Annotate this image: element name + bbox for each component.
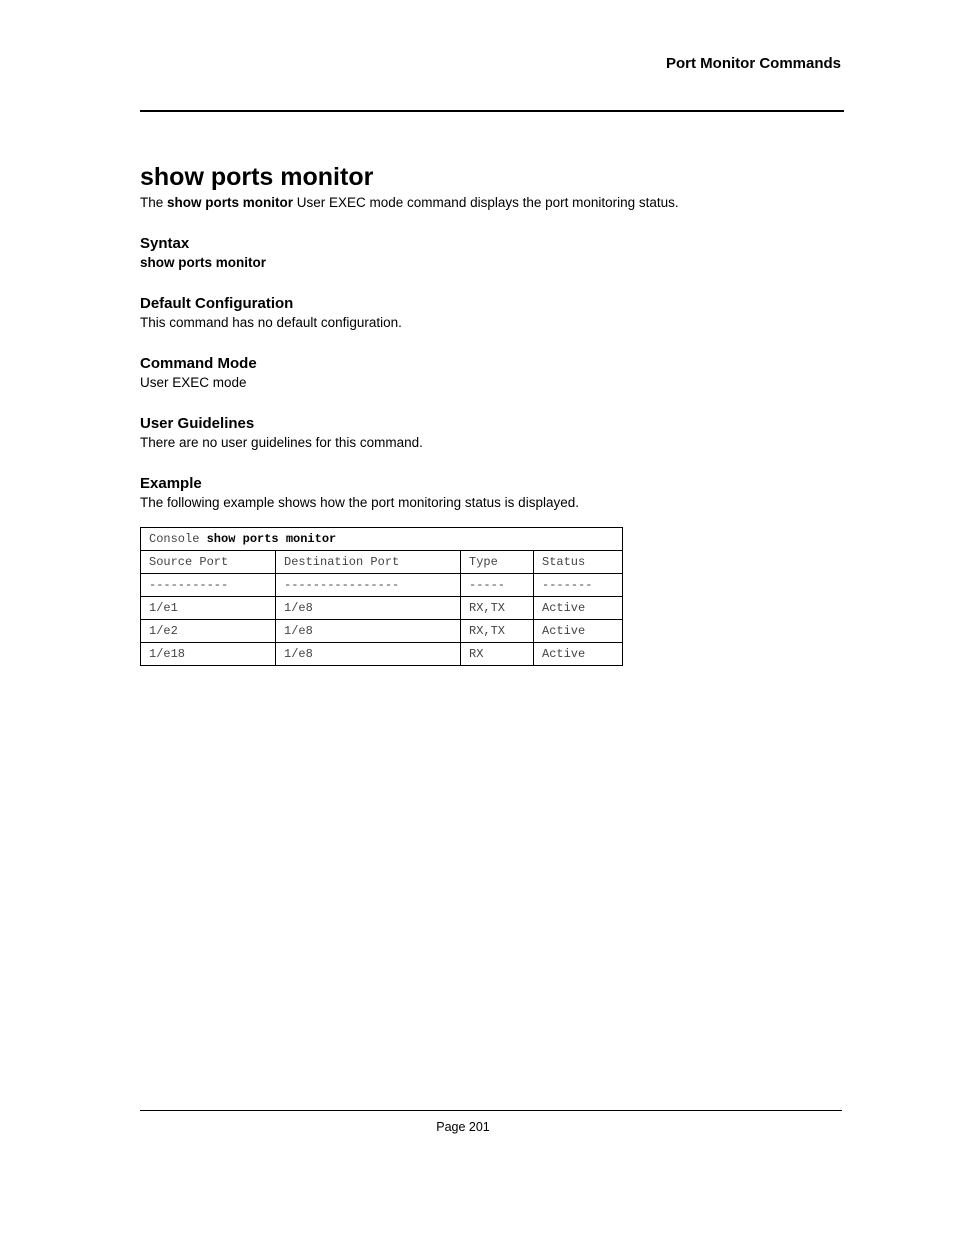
footer-divider [140,1110,842,1111]
header-destination-port: Destination Port [276,551,461,574]
default-configuration-text: This command has no default configuration. [140,315,402,330]
console-command: show ports monitor [206,532,337,546]
command-mode-text: User EXEC mode [140,375,247,390]
command-mode-heading: Command Mode [140,355,257,372]
source-port-cell: 1/e1 [141,597,276,620]
status-cell: Active [534,597,623,620]
type-cell: RX,TX [461,620,534,643]
separator-cell: ---------------- [276,574,461,597]
type-cell: RX [461,643,534,666]
destination-port-cell: 1/e8 [276,597,461,620]
destination-port-cell: 1/e8 [276,620,461,643]
console-output-table [140,527,623,666]
separator-cell: ----- [461,574,534,597]
example-text: The following example shows how the port monitoring status is displayed. [140,495,579,510]
page-title: show ports monitor [140,163,374,191]
syntax-text: show ports monitor [140,255,266,270]
user-guidelines-heading: User Guidelines [140,415,255,432]
type-cell: RX,TX [461,597,534,620]
console-command-cell [141,528,623,551]
syntax-heading: Syntax [140,235,190,252]
separator-cell: ------- [534,574,623,597]
table-header-row [141,551,623,574]
intro-suffix: User EXEC mode command displays the port monitoring status. [293,195,679,210]
console-command-row [141,528,623,551]
user-guidelines-text: There are no user guidelines for this command. [140,435,423,450]
table-separator-row [141,574,623,597]
header-source-port: Source Port [141,551,276,574]
header-type: Type [461,551,534,574]
destination-port-cell: 1/e8 [276,643,461,666]
console-prompt: Console [149,532,207,546]
intro-prefix: The [140,195,168,210]
intro-paragraph [140,194,844,211]
example-heading: Example [140,475,202,492]
chapter-title: Port Monitor Commands [666,55,841,72]
header-status: Status [534,551,623,574]
default-configuration-heading: Default Configuration [140,295,294,312]
page-number: Page 201 [436,1120,490,1134]
main-content [140,160,844,666]
header-divider [140,110,844,112]
status-cell: Active [534,620,623,643]
table-row [141,597,623,620]
status-cell: Active [534,643,623,666]
source-port-cell: 1/e18 [141,643,276,666]
intro-command: show ports monitor [167,195,294,210]
source-port-cell: 1/e2 [141,620,276,643]
table-row [141,620,623,643]
separator-cell: ----------- [141,574,276,597]
table-row [141,643,623,666]
